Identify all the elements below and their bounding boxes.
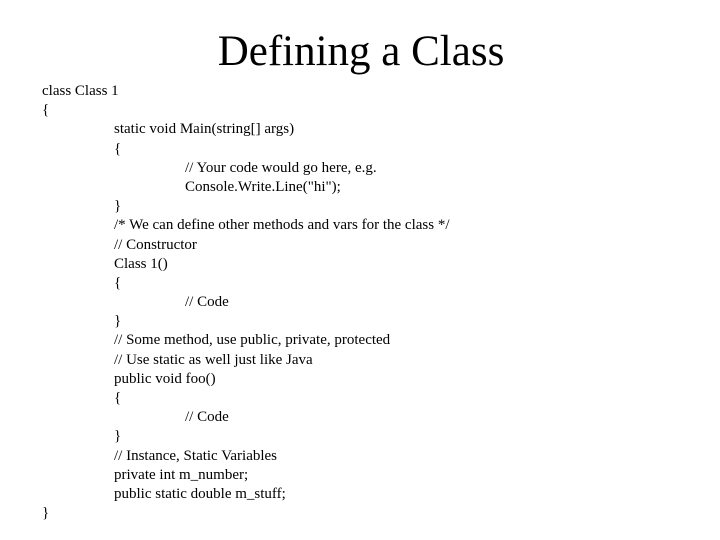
code-line: Class 1() [114,255,168,272]
code-line: { [114,274,122,291]
code-line: /* We can define other methods and vars for the class */ [114,217,450,234]
code-line: // Code [185,409,229,426]
code-line: // Instance, Static Variables [114,447,278,464]
code-line: { [114,390,122,406]
code-line: } [114,428,122,445]
code-line: // Constructor [114,236,197,253]
code-line: Console.Write.Line("hi"); [185,178,341,195]
code-line: public static double m_stuff; [114,485,286,502]
code-line: public void foo() [114,370,216,387]
code-line: private int m_number; [114,466,249,483]
code-line: // Code [185,294,229,311]
code-line: } [114,198,122,215]
code-line: // Your code would go here, e.g. [185,159,377,176]
code-line: // Some method, use public, private, protected [114,332,391,349]
code-line: class Class 1 [42,83,119,99]
code-listing [42,82,682,523]
code-line: // Use static as well just like Java [114,351,313,368]
code-line: static void Main(string[] args) [114,121,295,138]
code-line: { [42,102,50,119]
code-line: { [114,140,122,157]
code-line: } [114,313,122,330]
code-line: } [42,505,50,522]
slide-title: Defining a Class [217,28,505,75]
